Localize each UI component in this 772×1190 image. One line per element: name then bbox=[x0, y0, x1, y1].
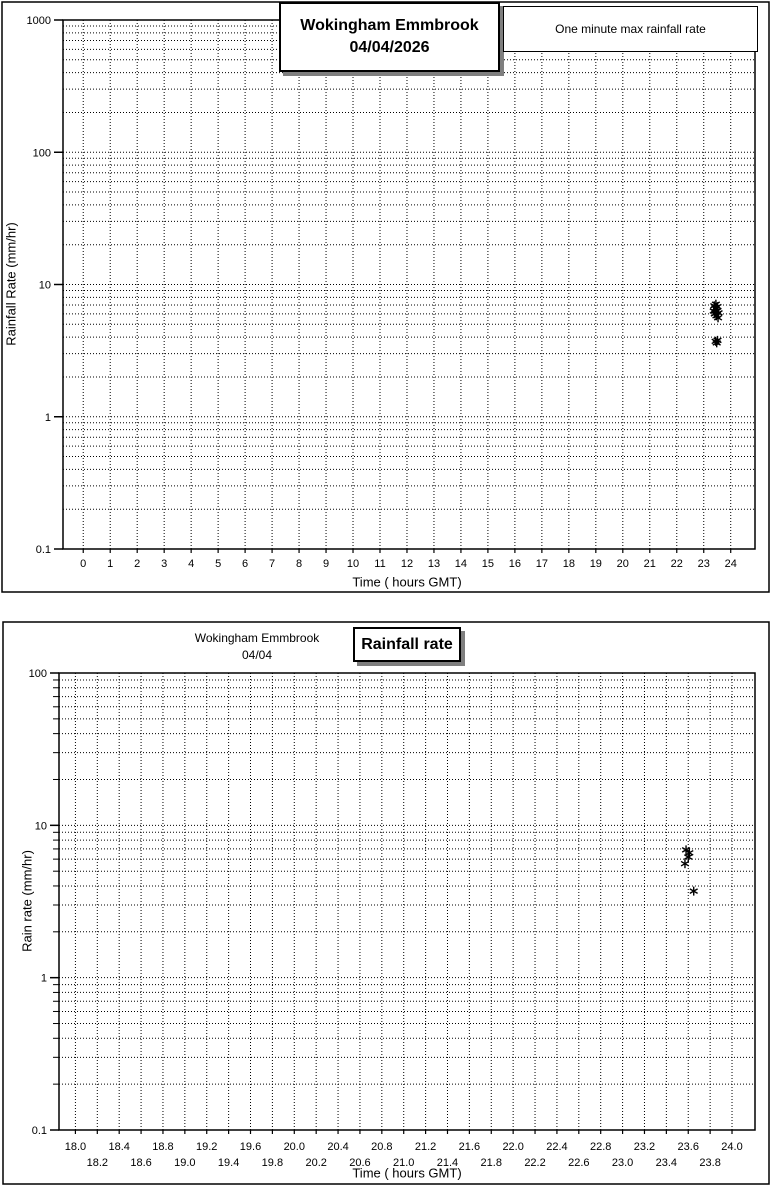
top-chart-y-axis-title: Rainfall Rate (mm/hr) bbox=[3, 222, 19, 346]
svg-text:23: 23 bbox=[697, 558, 710, 570]
svg-text:1000: 1000 bbox=[26, 15, 51, 27]
svg-text:12: 12 bbox=[400, 558, 414, 570]
svg-text:10: 10 bbox=[34, 820, 47, 833]
svg-text:21.0: 21.0 bbox=[393, 1157, 415, 1169]
top-chart-x-axis-title: Time ( hours GMT) bbox=[352, 574, 462, 590]
bottom-chart-date-label: 04/04 bbox=[241, 648, 273, 662]
svg-text:20.8: 20.8 bbox=[371, 1141, 393, 1153]
svg-text:11: 11 bbox=[374, 558, 386, 570]
svg-text:9: 9 bbox=[322, 558, 330, 570]
svg-text:18.0: 18.0 bbox=[64, 1141, 87, 1153]
svg-text:100: 100 bbox=[28, 668, 47, 680]
svg-text:22.4: 22.4 bbox=[546, 1141, 568, 1153]
svg-text:18.8: 18.8 bbox=[152, 1141, 174, 1153]
svg-text:19: 19 bbox=[589, 558, 602, 570]
svg-text:20: 20 bbox=[616, 558, 629, 570]
svg-text:4: 4 bbox=[188, 558, 195, 570]
svg-text:18: 18 bbox=[562, 558, 575, 570]
svg-text:21.6: 21.6 bbox=[458, 1141, 481, 1153]
svg-text:18.4: 18.4 bbox=[108, 1141, 130, 1153]
svg-text:17: 17 bbox=[535, 558, 548, 570]
svg-text:8: 8 bbox=[295, 558, 303, 570]
bottom-chart-title: Rainfall rate bbox=[361, 635, 453, 653]
svg-text:100: 100 bbox=[32, 147, 51, 160]
svg-text:22.8: 22.8 bbox=[589, 1141, 612, 1153]
svg-text:19.4: 19.4 bbox=[217, 1157, 240, 1169]
top-chart-date: 04/04/2026 bbox=[349, 39, 430, 56]
svg-text:24: 24 bbox=[724, 558, 737, 570]
svg-text:5: 5 bbox=[215, 558, 222, 570]
svg-text:22.0: 22.0 bbox=[502, 1141, 524, 1153]
svg-text:13: 13 bbox=[427, 558, 441, 570]
svg-text:19.0: 19.0 bbox=[174, 1157, 196, 1169]
svg-text:22.6: 22.6 bbox=[568, 1157, 590, 1169]
svg-text:0: 0 bbox=[80, 558, 87, 570]
svg-text:18.2: 18.2 bbox=[86, 1157, 109, 1169]
svg-text:21.2: 21.2 bbox=[414, 1141, 437, 1153]
svg-text:2: 2 bbox=[134, 558, 141, 570]
svg-text:20.4: 20.4 bbox=[327, 1141, 349, 1153]
bottom-chart-y-axis-title: Rain rate (mm/hr) bbox=[19, 850, 35, 952]
top-chart-title-box bbox=[279, 2, 500, 72]
svg-text:23.4: 23.4 bbox=[655, 1157, 678, 1169]
svg-text:23.6: 23.6 bbox=[677, 1141, 699, 1153]
svg-text:1: 1 bbox=[107, 558, 114, 570]
svg-text:21.8: 21.8 bbox=[480, 1157, 502, 1169]
svg-text:15: 15 bbox=[481, 558, 495, 570]
svg-text:20.2: 20.2 bbox=[305, 1157, 327, 1169]
svg-text:21.4: 21.4 bbox=[436, 1157, 459, 1169]
svg-text:16: 16 bbox=[508, 558, 522, 570]
svg-text:19.6: 19.6 bbox=[239, 1141, 262, 1153]
svg-text:20.6: 20.6 bbox=[349, 1157, 371, 1169]
top-chart-title: Wokingham Emmbrook bbox=[300, 17, 479, 34]
svg-text:1: 1 bbox=[44, 411, 51, 424]
top-chart-legend-label: One minute max rainfall rate bbox=[555, 22, 706, 36]
svg-text:19.8: 19.8 bbox=[261, 1157, 284, 1169]
svg-text:10: 10 bbox=[38, 279, 51, 292]
bottom-chart-x-axis-title: Time ( hours GMT) bbox=[352, 1165, 462, 1181]
svg-text:7: 7 bbox=[269, 558, 276, 570]
top-chart-legend-box bbox=[503, 6, 758, 52]
svg-text:23.0: 23.0 bbox=[611, 1157, 634, 1169]
bottom-chart-station-label: Wokingham Emmbrook bbox=[194, 631, 320, 645]
svg-text:23.8: 23.8 bbox=[699, 1157, 721, 1169]
svg-text:19.2: 19.2 bbox=[196, 1141, 218, 1153]
svg-text:18.6: 18.6 bbox=[130, 1157, 152, 1169]
svg-text:6: 6 bbox=[242, 558, 249, 570]
svg-text:23.2: 23.2 bbox=[633, 1141, 656, 1153]
svg-text:1: 1 bbox=[40, 972, 47, 985]
bottom-chart-title-box bbox=[353, 627, 461, 662]
svg-text:22: 22 bbox=[670, 558, 683, 570]
svg-text:20.0: 20.0 bbox=[283, 1141, 305, 1153]
svg-text:21: 21 bbox=[643, 558, 656, 570]
svg-text:0.1: 0.1 bbox=[35, 544, 51, 556]
svg-text:10: 10 bbox=[346, 558, 360, 570]
svg-text:22.2: 22.2 bbox=[524, 1157, 546, 1169]
svg-text:14: 14 bbox=[454, 558, 468, 570]
svg-text:24.0: 24.0 bbox=[721, 1141, 743, 1153]
svg-text:0.1: 0.1 bbox=[31, 1125, 47, 1137]
svg-text:3: 3 bbox=[161, 558, 168, 570]
